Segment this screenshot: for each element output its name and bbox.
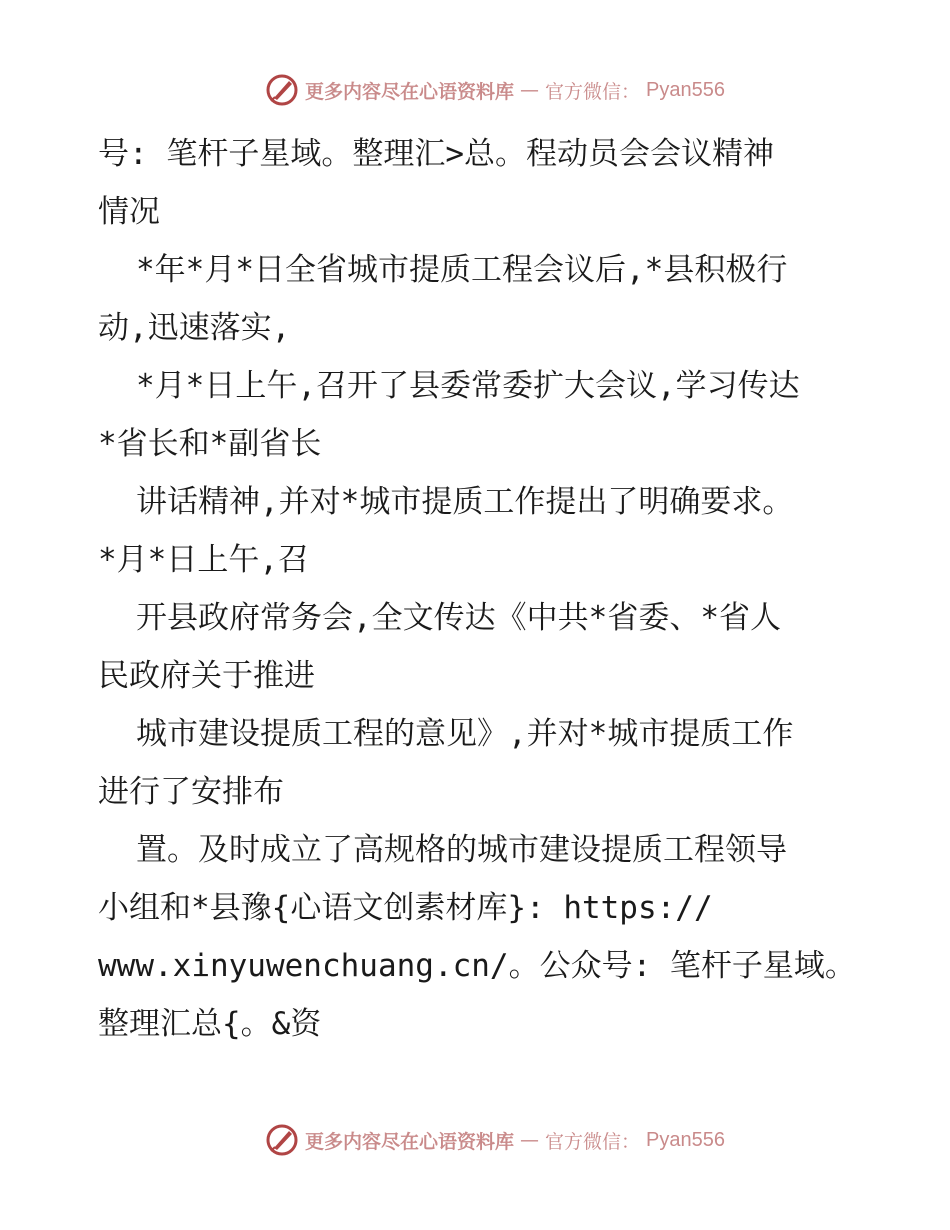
text-line: 开县政府常务会,全文传达《中共*省委、*省人 [136, 600, 781, 636]
text-line: *月*日上午,召 [98, 542, 309, 578]
text-line: www.xinyuwenchuang.cn/。公众号: 笔杆子星域。 [98, 948, 856, 984]
quill-pen-logo-icon [265, 1123, 299, 1157]
header-banner [0, 70, 950, 110]
banner-separator: — [520, 79, 540, 101]
banner-wechat-label: 官方微信： [545, 80, 641, 103]
text-line: *年*月*日全省城市提质工程会议后,*县积极行 [136, 252, 788, 288]
quill-pen-logo-icon [265, 73, 299, 107]
banner-title: 更多内容尽在心语资料库 [305, 80, 515, 103]
text-line: 情况 [98, 194, 160, 230]
text-line: *省长和*副省长 [98, 426, 322, 462]
banner-wechat-id: Pyan556 [646, 78, 725, 101]
footer-banner [0, 1120, 950, 1160]
text-line: 整理汇总{。&资 [98, 1006, 322, 1042]
text-line: 城市建设提质工程的意见》,并对*城市提质工作 [136, 716, 794, 752]
text-line: 置。及时成立了高规格的城市建设提质工程领导 [136, 832, 787, 868]
text-line: 民政府关于推进 [98, 658, 315, 694]
banner-wechat-label: 官方微信： [545, 1130, 641, 1153]
text-line: 号: 笔杆子星域。整理汇>总。程动员会会议精神 [98, 136, 774, 172]
banner-separator: — [520, 1129, 540, 1151]
header-banner-content [265, 73, 725, 107]
footer-banner-content [265, 1123, 725, 1157]
banner-wechat-id: Pyan556 [646, 1128, 725, 1151]
text-line: *月*日上午,召开了县委常委扩大会议,学习传达 [136, 368, 800, 404]
text-line: 讲话精神,并对*城市提质工作提出了明确要求。 [136, 484, 794, 520]
text-line: 小组和*县豫{心语文创素材库}: https:// [98, 890, 713, 926]
banner-title: 更多内容尽在心语资料库 [305, 1130, 515, 1153]
text-line: 进行了安排布 [98, 774, 284, 810]
document-body [98, 125, 858, 1053]
text-line: 动,迅速落实, [98, 310, 291, 346]
